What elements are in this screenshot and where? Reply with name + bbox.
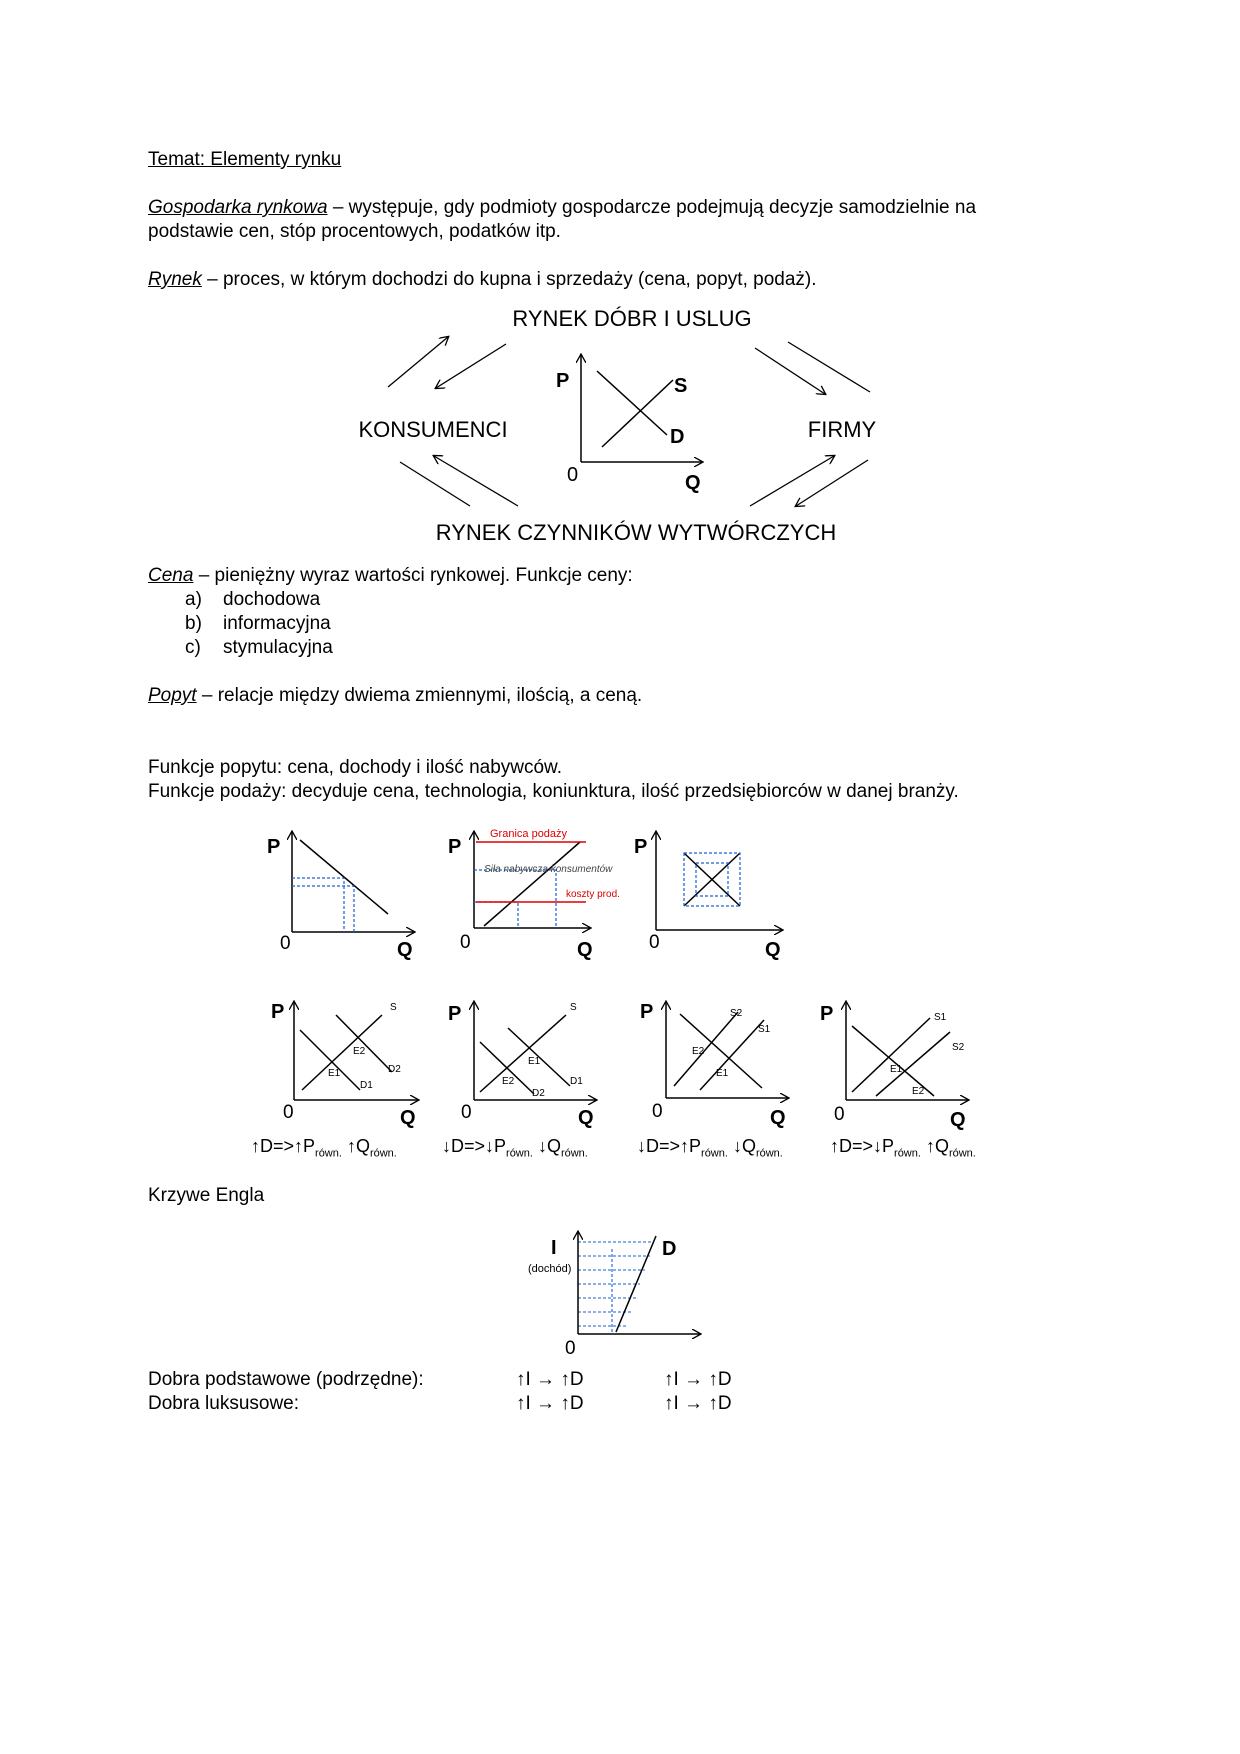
engel-chart — [0, 1220, 1240, 1360]
chart-c-p: P — [640, 1001, 654, 1023]
chart-c-s2 — [674, 1012, 738, 1086]
chart-d-e2-label: E2 — [912, 1086, 925, 1097]
chart-3-zero: 0 — [649, 932, 660, 953]
chart-c-s2-label: S2 — [730, 1008, 743, 1019]
popyt-definition — [148, 684, 642, 708]
arrow-up-left-2 — [436, 344, 506, 388]
shift-caption-1: $↑D=>↑P_{równ.}$ $↑Q_{równ.}$ — [251, 1136, 397, 1160]
chart-b-s-label: S — [570, 1002, 577, 1013]
chart-3-p: P — [634, 836, 648, 858]
chart-2-supply-line — [484, 842, 580, 926]
gospodarka-text-2: podstawie cen, stóp procentowych, podatków itp. — [148, 221, 561, 242]
chart-c-e1-label: E1 — [716, 1068, 729, 1079]
arrow-up-right-2 — [755, 348, 825, 394]
page-title: Temat: Elementy rynku — [148, 149, 342, 170]
chart-a-zero: 0 — [283, 1102, 294, 1123]
chart-2-zero: 0 — [460, 932, 471, 953]
chart-c-s1 — [700, 1020, 764, 1090]
arrow-low-right-1 — [750, 456, 834, 506]
chart-d-p: P — [820, 1003, 834, 1025]
chart-2-q: Q — [577, 939, 593, 960]
chart-a-d2-label: D2 — [388, 1064, 401, 1075]
chart-c-s1-label: S1 — [758, 1024, 771, 1035]
circular-flow-diagram — [0, 0, 1240, 560]
chart-d-s2-label: S2 — [952, 1042, 965, 1053]
flow-top-label: RYNEK DÓBR I USLUG — [512, 306, 752, 331]
chart-b-zero: 0 — [461, 1102, 472, 1123]
arrow-up-right-1 — [788, 342, 870, 392]
funkcje-popytu: Funkcje popytu: cena, dochody i ilość nabywców. — [148, 757, 563, 778]
engel-d-label: D — [662, 1238, 677, 1260]
flow-bottom-label: RYNEK CZYNNIKÓW WYTWÓRCZYCH — [435, 520, 837, 545]
flow-right-label: FIRMY — [807, 417, 877, 442]
rynek-text: – proces, w którym dochodzi do kupna i sprzedaży (cena, popyt, podaż). — [201, 269, 817, 290]
chart-1-guide-2 — [292, 886, 354, 932]
chart-1-q: Q — [397, 939, 413, 960]
chart-3-q: Q — [765, 939, 781, 960]
shift-caption-4: $↑D=>↓P_{równ.}$ $↑Q_{równ.}$ — [830, 1136, 976, 1160]
chart-b-p: P — [448, 1003, 462, 1025]
chart-d-s1 — [852, 1018, 930, 1092]
term-cena: Cena — [148, 565, 194, 586]
shift-charts-row-2 — [0, 990, 1240, 1130]
chart-2-axes — [474, 832, 590, 928]
chart-d-e1-label: E1 — [890, 1064, 903, 1075]
chart-a-d1-label: D1 — [360, 1080, 373, 1091]
shift-caption-2: $↓D=>↓P_{równ.}$ $↓Q_{równ.}$ — [442, 1136, 588, 1160]
dobra-podstawowe-a: ↑I → ↑D — [516, 1369, 584, 1390]
demand-charts-row-1 — [0, 820, 1240, 960]
arrow-up-left-1 — [388, 337, 448, 387]
chart-1-p: P — [267, 836, 281, 858]
chart-a-supply — [302, 1015, 382, 1090]
chart-b-d2-label: D2 — [532, 1088, 545, 1099]
chart-b-q: Q — [578, 1107, 594, 1129]
chart-2-sila-label: Siła nabywcza konsumentów — [484, 864, 613, 875]
engel-axis-note: (dochód) — [528, 1263, 572, 1275]
chart-d-q: Q — [950, 1109, 966, 1130]
gospodarka-text-1: – występuje, gdy podmioty gospodarcze podejmują decyzje samodzielnie na — [327, 197, 977, 218]
chart-d-s1-label: S1 — [934, 1012, 947, 1023]
flow-axis-q: Q — [685, 472, 701, 494]
flow-axis-p: P — [556, 370, 570, 392]
chart-b-d1-label: D1 — [570, 1076, 583, 1087]
engel-d-line — [616, 1236, 656, 1332]
shift-caption-3: $↓D=>↑P_{równ.}$ $↓Q_{równ.}$ — [637, 1136, 783, 1160]
funkcje-podazy: Funkcje podaży: decyduje cena, technologia, koniunktura, ilość przedsiębiorców w danej branży. — [148, 781, 959, 802]
cena-item-a: a) dochodowa — [185, 589, 321, 610]
chart-a-d1 — [300, 1030, 360, 1090]
dobra-luksusowe-label: Dobra luksusowe: — [148, 1393, 300, 1414]
chart-a-q: Q — [400, 1107, 416, 1129]
cena-item-b: b) informacyjna — [185, 613, 331, 634]
engel-zero: 0 — [565, 1338, 576, 1359]
chart-a-s-label: S — [390, 1002, 397, 1013]
dobra-podstawowe-label: Dobra podstawowe (podrzędne): — [148, 1369, 424, 1390]
arrow-low-right-2 — [796, 460, 868, 506]
chart-b-e1-label: E1 — [528, 1056, 541, 1067]
term-popyt: Popyt — [148, 685, 197, 706]
chart-3-axes — [656, 832, 782, 930]
dobra-podstawowe-b: ↑I → ↑D — [664, 1369, 732, 1390]
chart-2-p: P — [448, 836, 462, 858]
cena-text: – pieniężny wyraz wartości rynkowej. Funkcje ceny: — [193, 565, 633, 586]
flow-origin: 0 — [567, 464, 579, 486]
engel-axis-i: I — [551, 1237, 557, 1259]
cena-item-c: c) stymulacyjna — [185, 637, 333, 658]
chart-2-granica-label: Granica podaży — [490, 828, 568, 840]
chart-a-d2 — [336, 1015, 392, 1072]
arrow-low-left-1 — [434, 456, 518, 506]
chart-a-e1-label: E1 — [328, 1068, 341, 1079]
chart-b-e2-label: E2 — [502, 1076, 515, 1087]
dobra-luksusowe-b: ↑I → ↑D — [664, 1393, 732, 1414]
chart-1-axes — [292, 832, 414, 932]
term-rynek: Rynek — [148, 269, 202, 290]
dobra-luksusowe-a: ↑I → ↑D — [516, 1393, 584, 1414]
chart-c-e2-label: E2 — [692, 1046, 705, 1057]
flow-left-label: KONSUMENCI — [358, 417, 508, 442]
chart-a-p: P — [271, 1001, 285, 1023]
flow-s-label: S — [674, 375, 688, 397]
engel-title: Krzywe Engla — [148, 1185, 265, 1206]
popyt-text: – relacje między dwiema zmiennymi, ilością, a ceną. — [196, 685, 643, 706]
chart-c-q: Q — [770, 1107, 786, 1129]
chart-2-koszty-label: koszty prod. — [566, 889, 620, 900]
chart-d-zero: 0 — [834, 1104, 845, 1125]
engel-hatch-lines — [578, 1242, 654, 1332]
flow-d-label: D — [670, 426, 685, 448]
chart-1-zero: 0 — [280, 933, 291, 954]
chart-a-e2-label: E2 — [353, 1046, 366, 1057]
term-gospodarka: Gospodarka rynkowa — [148, 197, 328, 218]
cena-definition — [148, 564, 633, 588]
arrow-low-left-2 — [400, 462, 470, 506]
chart-c-zero: 0 — [652, 1101, 663, 1122]
